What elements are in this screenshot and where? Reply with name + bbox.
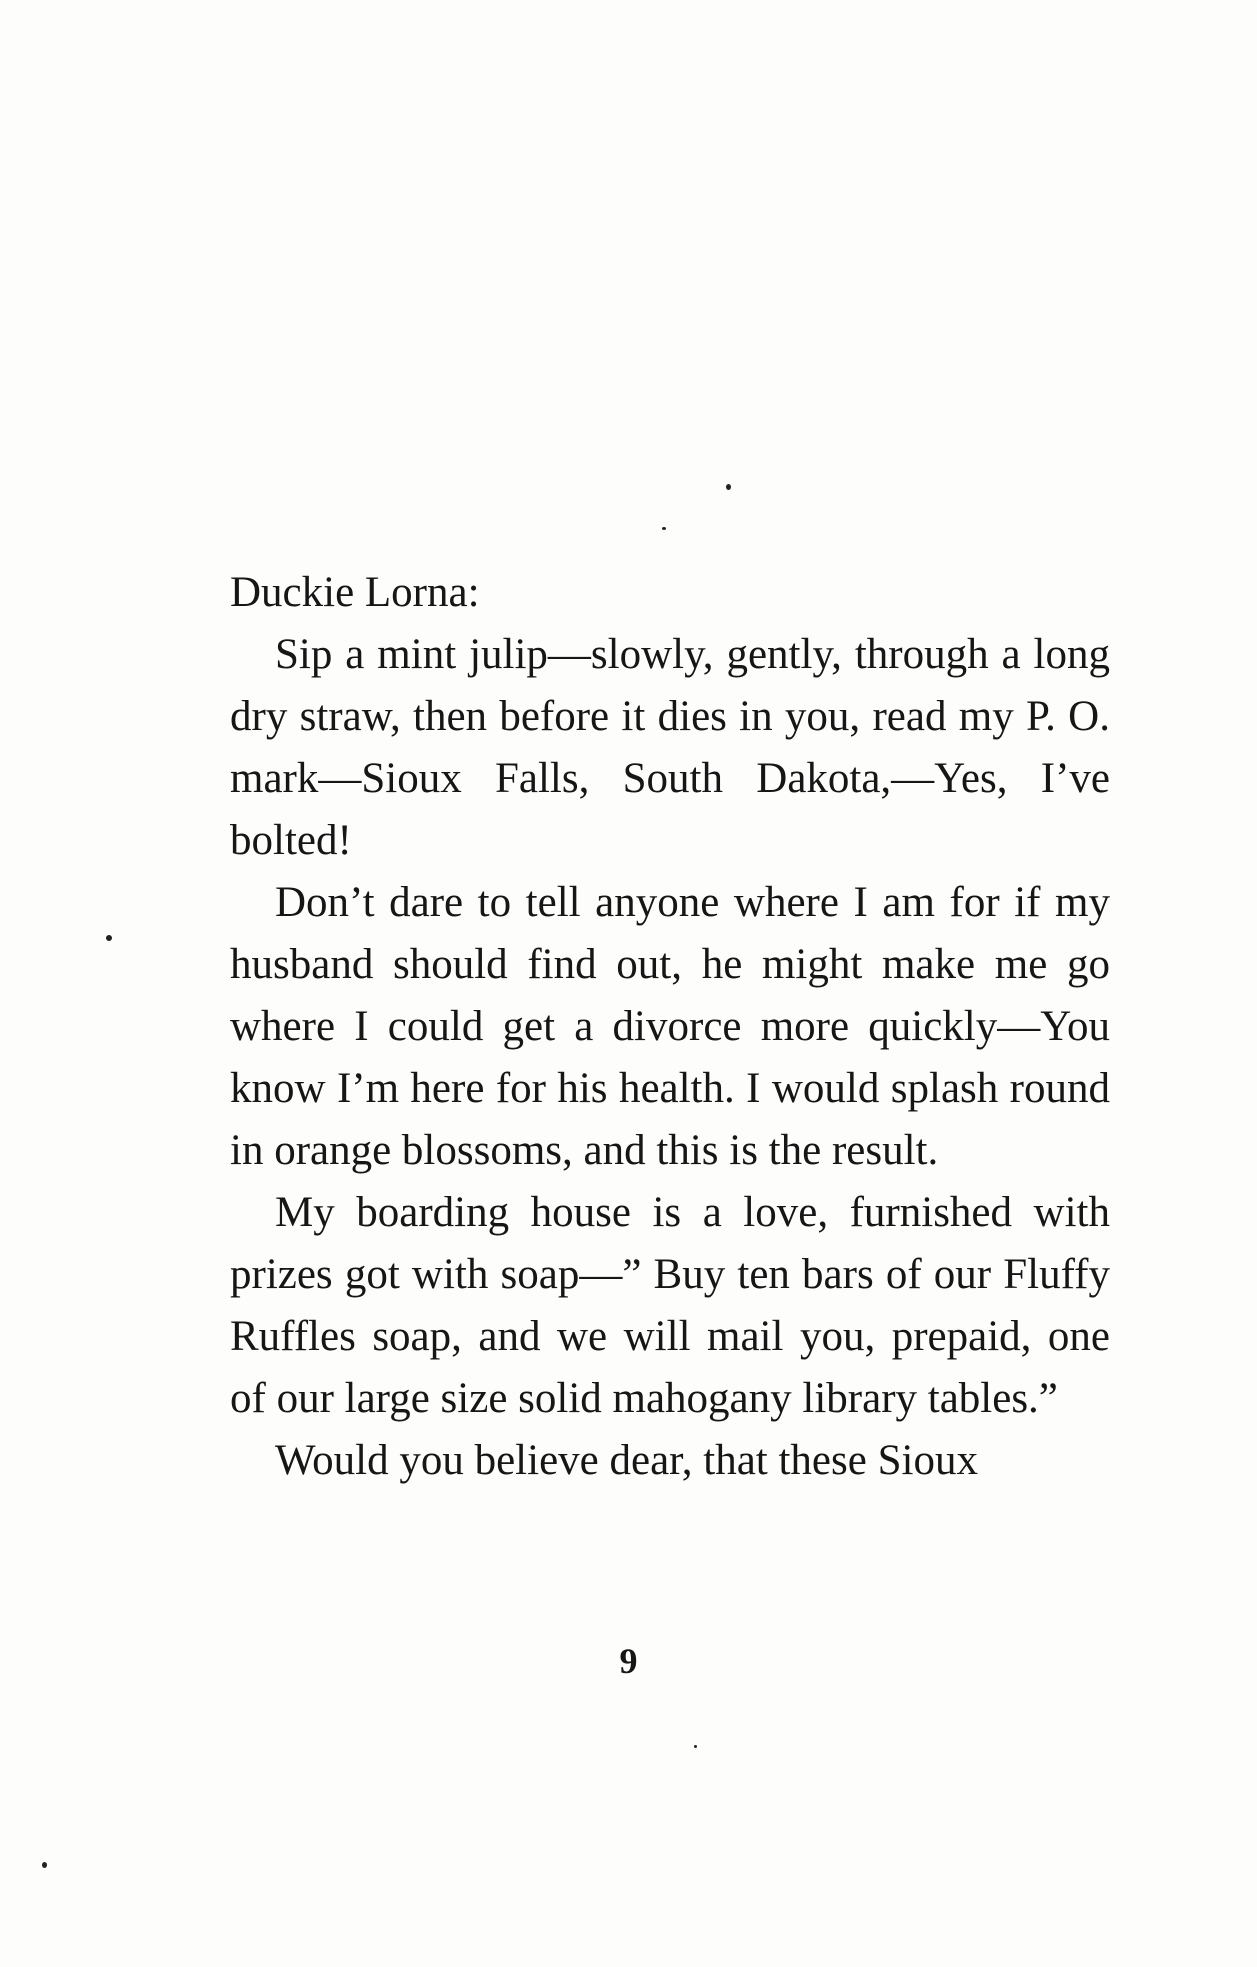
salutation: Duckie Lorna: [230, 569, 480, 616]
paragraph: Would you believe dear, that these Sioux [275, 1437, 978, 1484]
ink-speck [662, 527, 666, 530]
page-number: 9 [619, 1641, 638, 1681]
paragraph: My boarding house is a love, furnished with prizes got with soap—” Buy ten bars of our Fluffy Ruffles soap, and we will mail you, prepaid, one of our large size solid mahogany library tables.” [230, 1189, 1110, 1422]
ink-speck [42, 1862, 47, 1868]
ink-speck [106, 935, 112, 941]
paragraph: Sip a mint julip—slowly, gently, through a long dry straw, then before it dies in you, read my P. O. mark—Sioux Falls, South Dakota,—Yes, I’ve bolted! [230, 631, 1110, 864]
ink-speck [694, 1745, 697, 1748]
letter-body [230, 562, 1110, 1492]
ink-speck [726, 484, 731, 490]
paragraph: Don’t dare to tell anyone where I am for if my husband should find out, he might make me go where I could get a divorce more quickly—You know I’m here for his health. I would splash round in orange blossoms, and this is the result. [230, 879, 1110, 1174]
